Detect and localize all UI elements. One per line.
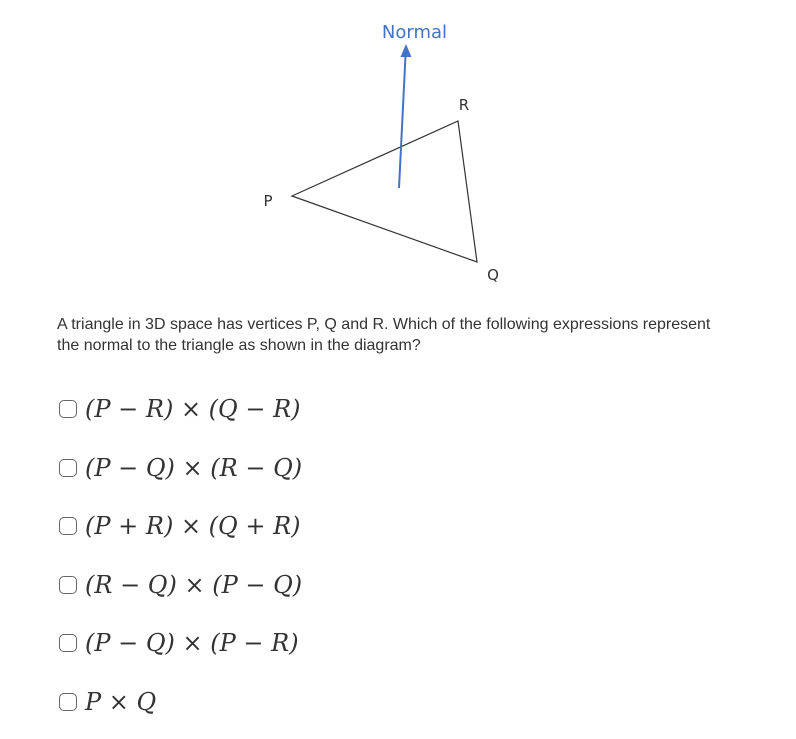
option-checkbox[interactable] [59,400,77,418]
option-checkbox[interactable] [59,576,77,594]
option-expression: (R − Q) × (P − Q) [85,570,303,599]
triangle-diagram [0,0,796,300]
option-expression: (P − R) × (Q − R) [85,395,301,424]
vertex-label-p: P [263,192,273,210]
option-checkbox[interactable] [59,517,77,535]
answer-option[interactable] [59,439,302,498]
option-checkbox[interactable] [59,634,77,652]
vertex-label-r: R [458,96,470,114]
answer-option[interactable] [59,673,302,732]
option-checkbox[interactable] [59,693,77,711]
answer-option[interactable] [59,380,302,439]
triangle-pqr [292,121,477,262]
answer-options [59,380,302,731]
normal-label: Normal [381,22,448,43]
option-expression: P × Q [85,687,157,716]
answer-option[interactable] [59,497,302,556]
vertex-label-q: Q [487,266,499,284]
answer-option[interactable] [59,556,302,615]
option-expression: (P + R) × (Q + R) [85,512,301,541]
option-expression: (P − Q) × (P − R) [85,629,299,658]
option-checkbox[interactable] [59,459,77,477]
option-expression: (P − Q) × (R − Q) [85,453,303,482]
normal-arrowhead-icon [401,44,412,57]
question-text: A triangle in 3D space has vertices P, Q and R. Which of the following expressions represent the normal to the triangle as shown in the diagram? [57,316,711,354]
normal-vector-line [399,56,406,188]
answer-option[interactable] [59,614,302,673]
